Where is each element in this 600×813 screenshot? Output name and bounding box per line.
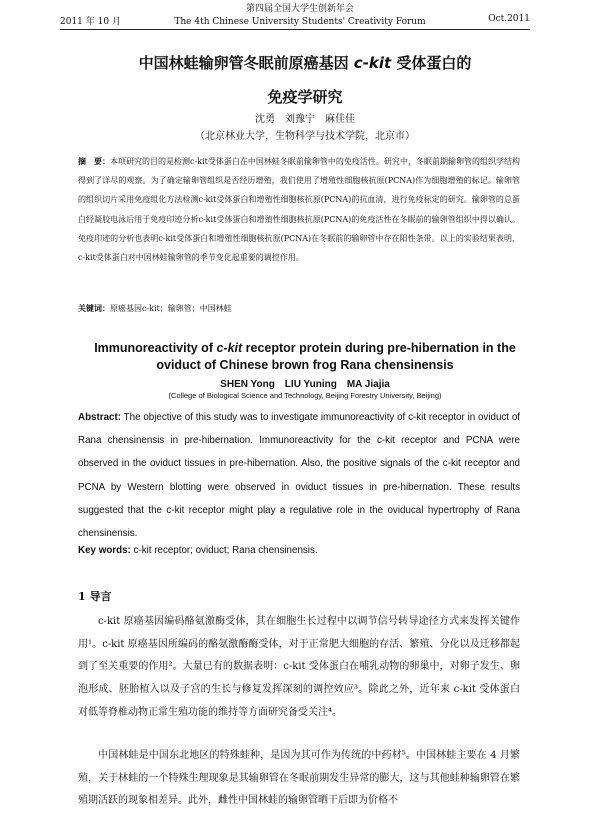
paragraph-1-text: c-kit 原癌基因编码酪氨激酶受体，其在细胞生长过程中以调节信号转导途径方式来发挥关键作用¹。c-kit 原癌基因所编码的酪氨激酶酶受体，对于正常肥大细胞的存活、繁殖、分化以及迁移都起到了至关重要的作用²。大量已有的数据表明：c-kit 受体蛋白在哺乳动物的卵巢中，对卵子发生、卵泡形成、胚胎植入以及子宫的生长与修复发挥深刻的调控效应³。除此之外，近年来 c-kit 受体蛋白对低等脊椎动物正常生殖功能的维持等方面研究备受关注⁴。 — [78, 616, 520, 718]
keywords-cn — [78, 303, 520, 314]
title-en — [80, 340, 530, 374]
keywords-cn-label: 关键词： — [78, 303, 110, 313]
section-paragraph-2 — [78, 745, 520, 813]
abstract-cn-label: 摘 要： — [78, 156, 111, 166]
title-cn-part1: 中国林蛙输卵管冬眠前原癌基因 — [138, 54, 354, 72]
title-cn-gene: c-kit — [353, 54, 392, 72]
title-cn-line2: 免疫学研究 — [267, 88, 343, 106]
keywords-en — [78, 545, 520, 556]
header-forum-en: The 4th Chinese University Students' Creativity Forum — [174, 17, 426, 27]
header-divider — [60, 29, 530, 30]
header-forum — [150, 3, 450, 29]
header-forum-cn: 第四届全国大学生创新年会 — [245, 4, 354, 14]
section-paragraph-1 — [78, 611, 520, 725]
keywords-cn-text: 原癌基因c-kit；输卵管；中国林蛙 — [110, 304, 232, 313]
abstract-cn-text: 本项研究的目的是检测c-kit受体蛋白在中国林蛙冬眠前输卵管中的免疫活性。研究中，冬眠前期输卵管的组织学结构得到了详尽的观察。为了确定输卵管组织是否经历增殖，我们使用了增殖性细胞核抗原(PCNA)作为细胞增殖的标记。输卵管的组织切片采用免疫组化方法检测c-kit受体蛋白和增殖性细胞核抗原(PCNA)的抗血清，进行免疫标定的研究。输卵管的总蛋白经凝胶电泳后用于免疫印迹分析c-kit受体蛋白和增殖性细胞核抗原(PCNA)的免疫活性在冬眠前的输卵管组织中得以确认。免疫印迹的分析也表明c-kit受体蛋白和增殖性细胞核抗原(PCNA)在冬眠前的输卵管中存在阳性条带。以上的实验结果表明，c-kit受体蛋白对中国林蛙输卵管的季节变化起重要的调控作用。 — [78, 157, 520, 263]
affiliation-cn: （北京林业大学，生物科学与技术学院，北京市） — [195, 131, 415, 142]
section-heading: 1 导言 — [78, 590, 112, 603]
authors-en: SHEN Yong LIU Yuning MA Jiajia — [220, 379, 390, 390]
keywords-en-label: Key words: — [78, 545, 131, 556]
keywords-en-text: c-kit receptor; oviduct; Rana chensinensis. — [133, 545, 318, 556]
title-en-part2: receptor protein during pre-hibernation in the oviduct of Chinese brown frog Rana chensinensis — [156, 341, 516, 372]
affiliation-en: (College of Biological Science and Technology, Beijing Forestry University, Beijing) — [168, 391, 442, 400]
title-en-part1: Immunoreactivity of — [94, 341, 217, 355]
title-en-gene: c-kit — [216, 341, 243, 355]
title-cn-line1 — [80, 46, 530, 80]
header-date-cn: 2011 年 10 月 — [60, 17, 121, 27]
abstract-en-text: The objective of this study was to investigate immunoreactivity of c-kit receptor in oviduct of Rana chensinensis in pre-hibernation. Immunoreactivity for the c-kit receptor and PCNA were observed in the oviduct tissues in pre-hibernation. Also, the positive signals of the c-kit receptor and PCNA by Western blotting were observed in oviduct tissues in pre-hibernation. These results suggested that the c-kit receptor might play a regulative role in the oviducal hypertrophy of Rana chensinensis. — [78, 412, 520, 540]
abstract-en-label: Abstract: — [78, 412, 122, 423]
abstract-en — [78, 406, 520, 545]
abstract-cn — [78, 152, 520, 267]
header-date-en: Oct.2011 — [488, 14, 530, 24]
paragraph-2-text: 中国林蛙是中国东北地区的特殊蛙种，是因为其可作为传统的中药材⁵。中国林蛙主要在 4 月繁殖，关于林蛙的一个特殊生理现象是其输卵管在冬眠前期发生异常的膨大，这与其他蛙种输卵管在繁殖期活跃的现象相差异。此外，雌性中国林蛙的输卵管晒干后即为价格不 — [78, 750, 520, 807]
authors-cn: 沈勇 刘豫宁 麻佳佳 — [255, 114, 355, 125]
title-cn — [80, 46, 530, 114]
title-cn-part2: 受体蛋白的 — [391, 54, 472, 72]
